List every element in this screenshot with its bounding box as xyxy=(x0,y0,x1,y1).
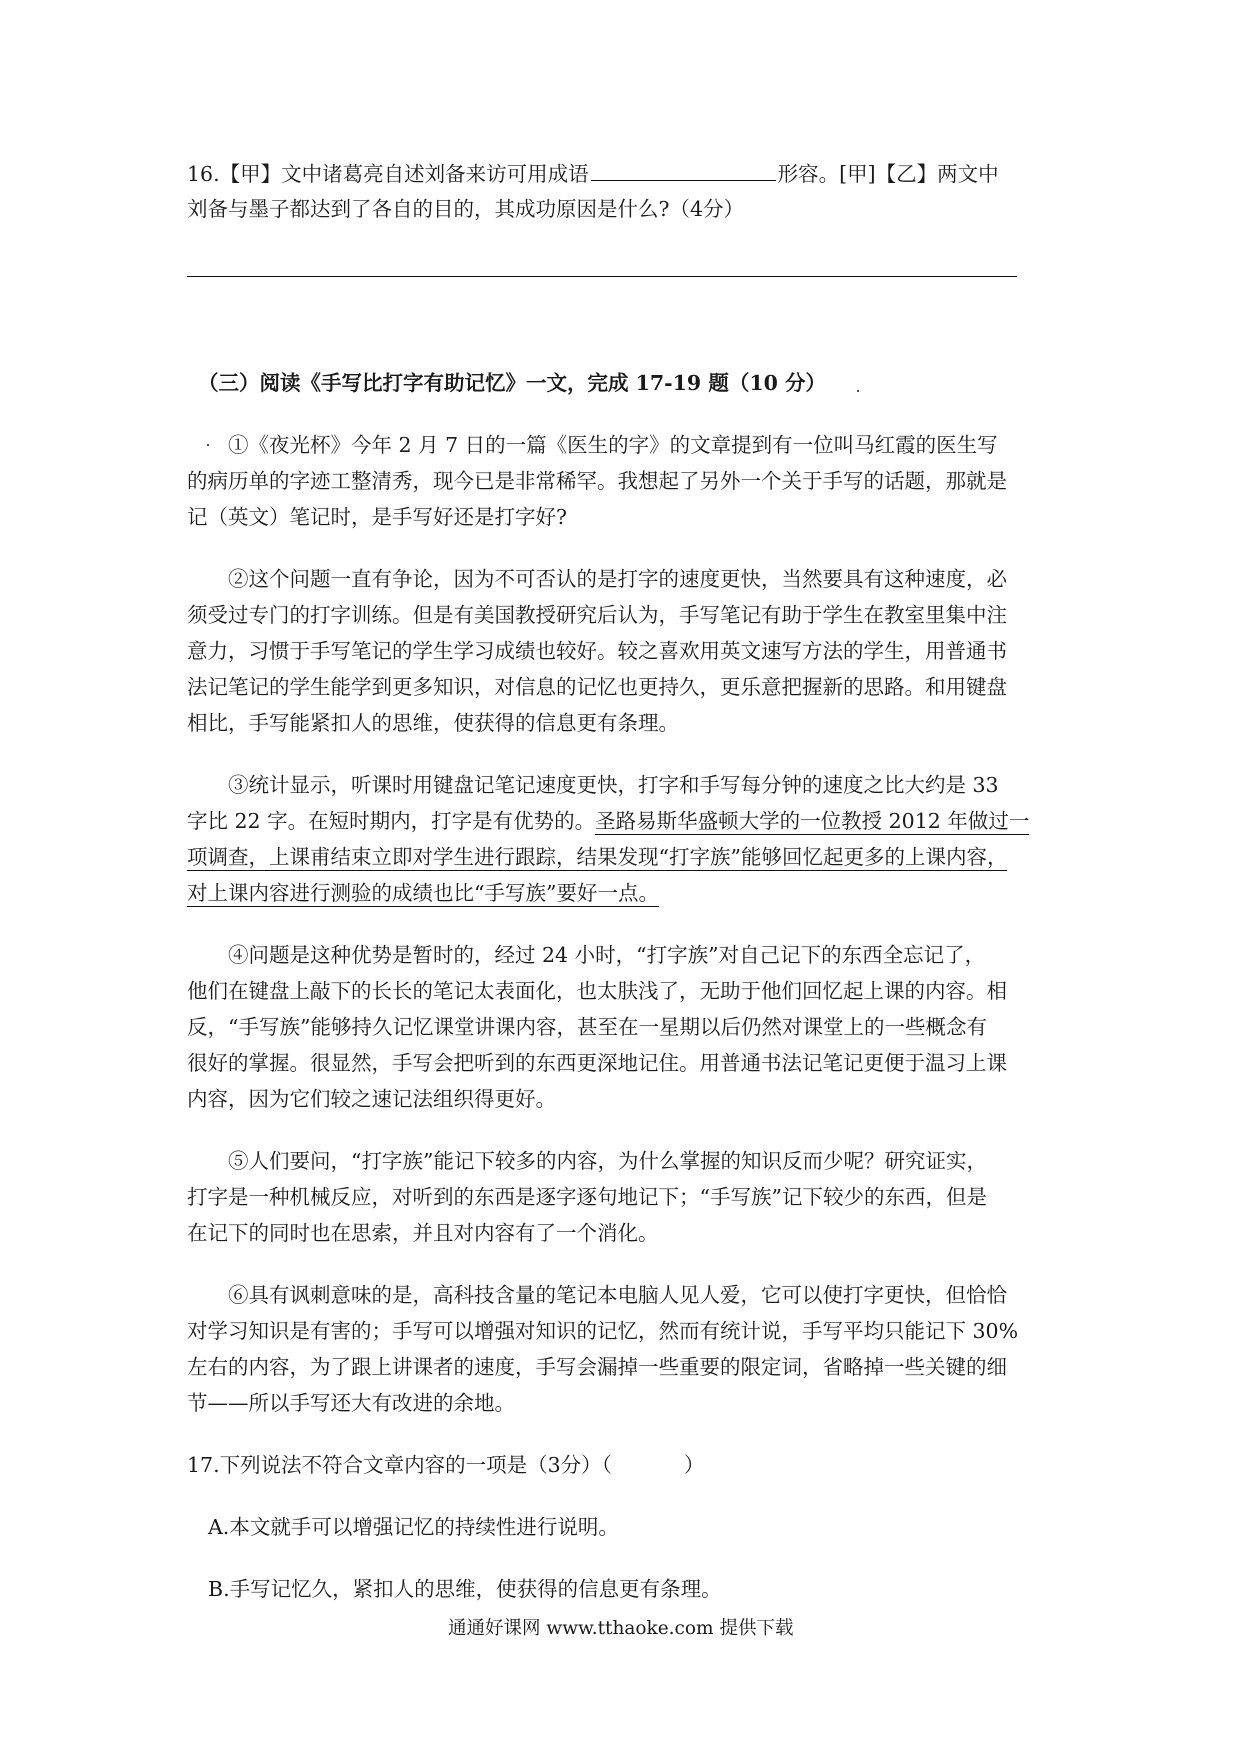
p3-line-1: ③统计显示，听课时用键盘记笔记速度更快，打字和手写每分钟的速度之比大约是 33 xyxy=(228,773,999,797)
p1-line-2: 的病历单的字迹工整清秀，现今已是非常稀罕。我想起了另外一个关于手写的话题，那就是 xyxy=(187,469,1007,493)
p5-line-3: 在记下的同时也在思索，并且对内容有了一个消化。 xyxy=(187,1221,659,1245)
q16-line-2: 刘备与墨子都达到了各自的目的，其成功原因是什么?（4分） xyxy=(187,197,745,221)
p3-underlined-sentence: 项调查，上课甫结束立即对学生进行跟踪，结果发现“打字族”能够回忆起更多的上课内容， xyxy=(187,845,1008,869)
p4-line-4: 很好的掌握。很显然，手写会把听到的东西更深地记住。用普通书法记笔记更便于温习上课 xyxy=(187,1051,1007,1075)
p4-line-5: 内容，因为它们较之速记法组织得更好。 xyxy=(187,1087,556,1111)
q16-text-a: 16.【甲】文中诸葛亮自述刘备来访可用成语 xyxy=(187,162,589,186)
p3-line-4 xyxy=(187,878,659,908)
p5-line-2: 打字是一种机械反应，对听到的东西是逐字逐句地记下；“手写族”记下较少的东西，但是 xyxy=(187,1185,987,1209)
q16-answer-blank[interactable] xyxy=(591,158,776,181)
p3-line-2-plain: 字比 22 字。在短时期内，打字是有优势的。 xyxy=(187,809,596,833)
q17-stem-close: ） xyxy=(683,1453,705,1477)
p3-underlined-sentence: 圣路易斯华盛顿大学的一位教授 2012 年做过一 xyxy=(595,809,1030,833)
p2-line-1: ②这个问题一直有争论，因为不可否认的是打字的速度更快，当然要具有这种速度，必 xyxy=(228,567,1007,591)
p2-line-4: 法记笔记的学生能学到更多知识，对信息的记忆也更持久，更乐意把握新的思路。和用键盘 xyxy=(187,675,1007,699)
p2-line-2: 须受过专门的打字训练。但是有美国教授研究后认为，手写笔记有助于学生在教室里集中注 xyxy=(187,603,1007,627)
q17-option-a: A.本文就手可以增强记忆的持续性进行说明。 xyxy=(208,1515,619,1539)
footer-source: 通通好课网 www.tthaoke.com 提供下载 xyxy=(448,1618,794,1639)
p5-line-1: ⑤人们要问，“打字族”能记下较多的内容，为什么掌握的知识反而少呢？研究证实， xyxy=(228,1149,987,1173)
p3-underlined-sentence: 对上课内容进行测验的成绩也比“手写族”要好一点。 xyxy=(187,881,659,905)
q16-text-b: 形容。[甲]【乙】两文中 xyxy=(777,162,999,186)
p6-line-3: 左右的内容，为了跟上讲课者的速度，手写会漏掉一些重要的限定词，省略掉一些关键的细 xyxy=(187,1355,1007,1379)
p6-line-1: ⑥具有讽刺意味的是，高科技含量的笔记本电脑人见人爱，它可以使打字更快，但恰恰 xyxy=(228,1283,1007,1307)
p4-line-1: ④问题是这种优势是暂时的，经过 24 小时，“打字族”对自己记下的东西全忘记了， xyxy=(228,943,986,967)
p4-line-3: 反，“手写族”能够持久记忆课堂讲课内容，甚至在一星期以后仍然对课堂上的一些概念有 xyxy=(187,1015,987,1039)
p6-line-2: 对学习知识是有害的；手写可以增强对知识的记忆，然而有统计说，手写平均只能记下 30% xyxy=(187,1319,1019,1343)
q16-line-1 xyxy=(187,158,999,189)
p1-line-3: 记（英文）笔记时，是手写好还是打字好? xyxy=(187,505,567,529)
p6-line-4: 节——所以手写还大有改进的余地。 xyxy=(187,1391,515,1415)
p1-line-1: ①《夜光杯》今年 2 月 7 日的一篇《医生的字》的文章提到有一位叫马红霞的医生写 xyxy=(228,433,998,457)
p2-line-5: 相比，手写能紧扣人的思维，使获得的信息更有条理。 xyxy=(187,711,679,735)
p4-line-2: 他们在键盘上敲下的长长的笔记太表面化，也太肤浅了，无助于他们回忆起上课的内容。相 xyxy=(187,979,1007,1003)
scan-speck xyxy=(857,390,859,392)
p2-line-3: 意力，习惯于手写笔记的学生学习成绩也较好。较之喜欢用英文速写方法的学生，用普通书 xyxy=(187,639,1007,663)
q16-answer-line[interactable] xyxy=(187,276,1017,277)
q17-stem xyxy=(187,1450,704,1480)
scan-speck xyxy=(207,444,209,446)
p3-line-3 xyxy=(187,842,1007,872)
p3-line-2 xyxy=(187,806,1029,836)
section-3-heading: （三）阅读《手写比打字有助记忆》一文，完成 17-19 题（10 分） xyxy=(198,371,827,395)
q17-option-b: B.手写记忆久，紧扣人的思维，使获得的信息更有条理。 xyxy=(208,1577,722,1601)
q17-stem-text: 17.下列说法不符合文章内容的一项是（3分）（ xyxy=(187,1453,612,1477)
